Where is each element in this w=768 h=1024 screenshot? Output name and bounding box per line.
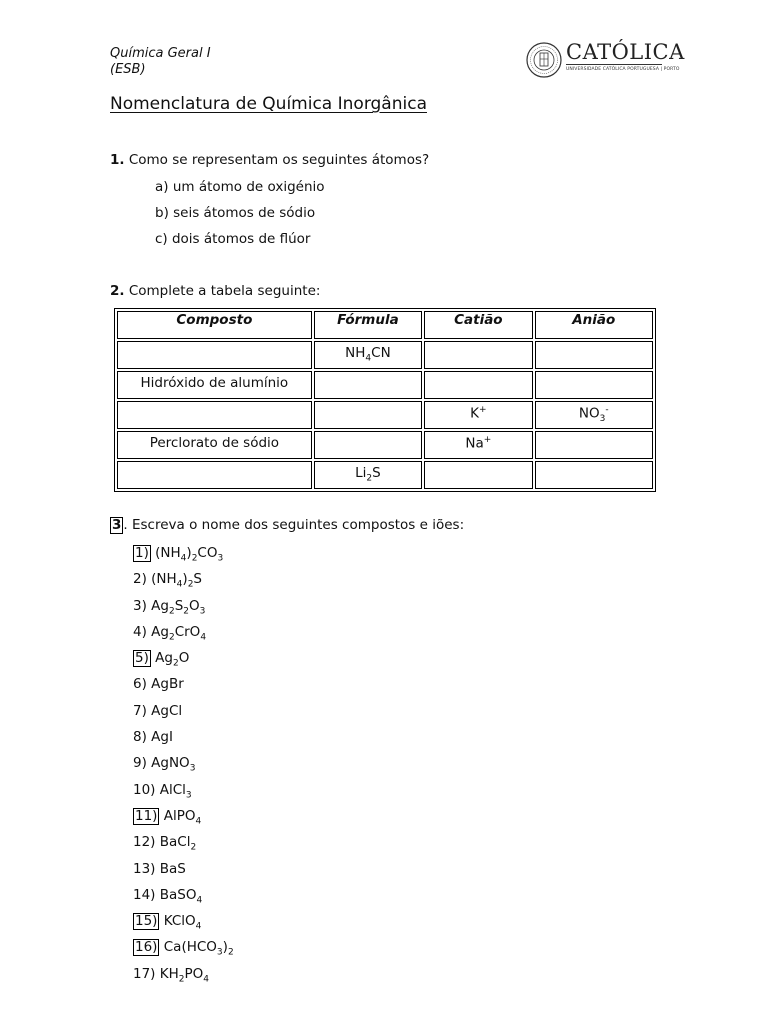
table-cell-text: $Li_2S$: [355, 465, 381, 484]
item-number: 8): [133, 729, 147, 746]
item-formula: AgCl: [146, 702, 183, 719]
list-item: [133, 859, 234, 885]
list-item: [133, 543, 234, 569]
table-cell: [424, 431, 532, 459]
logo-subtitle: UNIVERSIDADE CATÓLICA PORTUGUESA | PORTO: [566, 67, 680, 72]
table-row: [117, 341, 653, 369]
table-cell-text: $NO_3^-$: [578, 405, 609, 425]
table-cell: [535, 341, 653, 369]
table-header-row: [117, 311, 653, 339]
item-number: 16): [135, 939, 158, 956]
list-item: [133, 885, 234, 911]
item-number: 5): [135, 650, 149, 667]
question-1-option-a: a) um átomo de oxigénio: [155, 179, 325, 195]
item-formula: $Ca(HCO_3)_2$: [159, 939, 234, 959]
table-row: [117, 431, 653, 459]
item-number: 3): [133, 597, 147, 614]
item-formula: $Ag_2S_2O_3$: [146, 597, 206, 617]
list-item: [133, 937, 234, 963]
table-row: [117, 371, 653, 399]
item-formula: AlPO$_4$: [159, 807, 202, 827]
list-item: [133, 727, 234, 753]
item-formula: KClO$_4$: [159, 913, 202, 932]
compounds-table: [114, 308, 656, 492]
course-label: [110, 46, 211, 78]
table-cell: [314, 371, 422, 399]
item-number: 11): [135, 807, 158, 824]
table-row: [117, 461, 653, 489]
question-2-number: 2.: [110, 283, 125, 299]
table-cell: [424, 461, 532, 489]
question-3-text: . Escreva o nome dos seguintes compostos e iões:: [123, 517, 465, 533]
header-formula: Fórmula: [314, 311, 422, 339]
page-title: Nomenclatura de Química Inorgânica: [110, 94, 427, 114]
item-number: 1): [135, 545, 149, 561]
table-cell-text: Hidróxido de alumínio: [140, 375, 289, 391]
table-cell: [535, 461, 653, 489]
list-item: [133, 964, 234, 990]
item-formula: AgNO$_3$: [146, 755, 196, 775]
course-school: (ESB): [110, 62, 146, 77]
question-2: [110, 283, 320, 299]
list-item: [133, 911, 234, 937]
table-cell: [535, 371, 653, 399]
list-item: [133, 832, 234, 858]
question-3: [110, 517, 464, 534]
list-item: [133, 701, 234, 727]
item-number: 6): [133, 676, 147, 693]
table-cell: [117, 461, 312, 489]
table-cell: [535, 431, 653, 459]
table-cell-text: Na+: [465, 435, 492, 452]
question-1-option-c: c) dois átomos de flúor: [155, 231, 311, 247]
item-number: 10): [133, 781, 156, 798]
item-number: 15): [135, 913, 158, 930]
item-formula: AgBr: [146, 676, 184, 693]
table-cell: [424, 341, 532, 369]
list-item: [133, 753, 234, 779]
question-1: [110, 152, 429, 168]
table-cell-text: $NH_4CN$: [345, 345, 391, 364]
list-item: [133, 806, 234, 832]
item-formula: BaS: [155, 860, 186, 877]
table-cell: [424, 371, 532, 399]
item-number: 17): [133, 965, 156, 982]
item-formula: $(NH_4)_2CO_3$: [150, 545, 224, 564]
item-formula: AgI: [146, 729, 173, 746]
catolica-logo: [526, 40, 685, 82]
question-2-text: Complete a tabela seguinte:: [128, 283, 321, 299]
header-composto: Composto: [117, 311, 312, 339]
logo-divider: [566, 64, 662, 65]
header-aniao: Anião: [535, 311, 653, 339]
table-cell: [314, 431, 422, 459]
table-row: [117, 401, 653, 429]
item-formula: BaSO$_4$: [155, 886, 203, 906]
table-cell: [117, 371, 312, 399]
table-cell: [535, 401, 653, 429]
question-1-text: Como se representam os seguintes átomos?: [128, 152, 430, 168]
logo-wordmark: CATÓLICA: [566, 40, 685, 64]
list-item: [133, 648, 234, 674]
item-formula: $Ag_2O$: [150, 650, 190, 669]
header-catiao: Catião: [424, 311, 532, 339]
item-formula: AlCl$_3$: [155, 781, 192, 801]
item-formula: $KH_2PO_4$: [155, 965, 209, 985]
course-name: Química Geral I: [110, 46, 211, 61]
university-seal-icon: [526, 42, 562, 78]
list-item: [133, 569, 234, 595]
item-number: 13): [133, 860, 156, 877]
item-number: 14): [133, 886, 156, 903]
list-item: [133, 674, 234, 700]
table-cell: [424, 401, 532, 429]
table-cell: [314, 401, 422, 429]
item-formula: $Ag_2CrO_4$: [146, 623, 207, 643]
table-cell: [117, 341, 312, 369]
question-1-number: 1.: [110, 152, 125, 168]
item-number: 4): [133, 623, 147, 640]
table-cell-text: K+: [470, 405, 487, 422]
table-cell-text: Perclorato de sódio: [149, 435, 280, 451]
item-formula: BaCl$_2$: [155, 834, 197, 853]
list-item: [133, 780, 234, 806]
table-cell: [117, 401, 312, 429]
list-item: [133, 596, 234, 622]
table-cell: [314, 341, 422, 369]
list-item: [133, 622, 234, 648]
question-1-option-b: b) seis átomos de sódio: [155, 205, 316, 221]
item-number: 7): [133, 702, 147, 719]
compound-list: [133, 543, 234, 990]
table-cell: [117, 431, 312, 459]
table-cell: [314, 461, 422, 489]
item-number: 12): [133, 834, 156, 851]
item-number: 9): [133, 755, 147, 772]
item-formula: $(NH_4)_2S$: [146, 571, 202, 590]
question-3-number: 3: [112, 517, 122, 533]
item-number: 2): [133, 571, 147, 588]
